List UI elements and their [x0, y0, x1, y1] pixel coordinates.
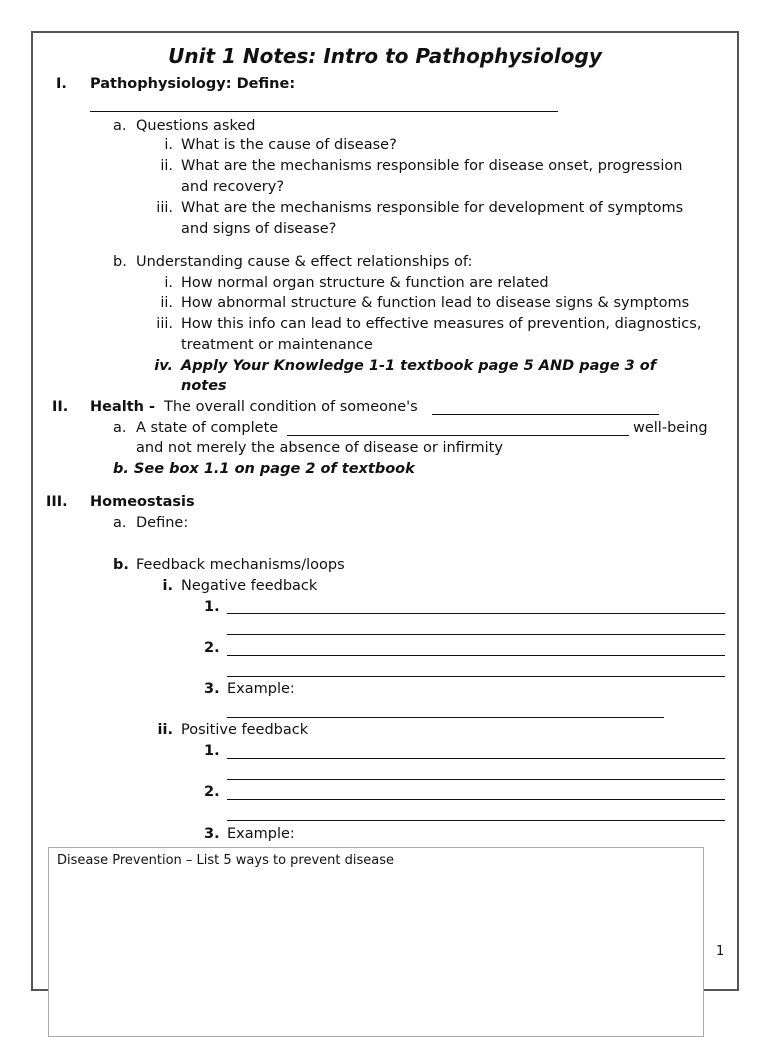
s2-a-line2: and not merely the absence of disease or infirmity: [136, 440, 503, 456]
s1-b-label: b.: [113, 254, 127, 270]
s1-a-label: a.: [113, 118, 127, 134]
s1-b-ii-text: How abnormal structure & function lead to disease signs & symptoms: [181, 295, 690, 311]
s1-a-iii-num: iii.: [156, 200, 173, 216]
neg-item-1-line[interactable]: [227, 613, 725, 614]
neg-item-1-num: 1.: [204, 599, 220, 615]
s2-a-label: a.: [113, 420, 127, 436]
wellbeing-answer-line[interactable]: [287, 435, 629, 436]
page-number: 1: [716, 944, 725, 959]
neg-item-3-num: 3.: [204, 681, 220, 697]
document-title: Unit 1 Notes: Intro to Pathophysiology: [168, 44, 602, 68]
s1-b-text: Understanding cause & effect relationships of:: [136, 254, 473, 270]
s1-a-iii-text: What are the mechanisms responsible for development of symptoms: [181, 200, 684, 216]
pos-item-1-line[interactable]: [227, 758, 725, 759]
s1-b-iii-text2: treatment or maintenance: [181, 337, 373, 353]
s1-a-i-text: What is the cause of disease?: [181, 137, 397, 153]
s1-b-i-text: How normal organ structure & function are related: [181, 275, 549, 291]
neg-item-2-line-2[interactable]: [227, 676, 725, 677]
positive-feedback-num: ii.: [157, 722, 173, 738]
s1-b-iv-text: Apply Your Knowledge 1-1 textbook page 5 AND page 3 of: [181, 358, 657, 374]
health-answer-line[interactable]: [432, 414, 659, 415]
s1-b-iii-text: How this info can lead to effective measures of prevention, diagnostics,: [181, 316, 702, 332]
s1-b-iv-num: iv.: [154, 358, 173, 374]
s1-b-iii-num: iii.: [156, 316, 173, 332]
pos-item-2-line-2[interactable]: [227, 820, 725, 821]
pos-item-2-line[interactable]: [227, 799, 725, 800]
s3-a-text: Define:: [136, 515, 189, 531]
pos-item-1-num: 1.: [204, 743, 220, 759]
s2-b-text: b. See box 1.1 on page 2 of textbook: [113, 461, 415, 477]
pos-item-2-num: 2.: [204, 784, 220, 800]
disease-prevention-label: Disease Prevention – List 5 ways to prevent disease: [57, 853, 395, 868]
section-2-number: II.: [52, 399, 69, 415]
pos-example-label: Example:: [227, 826, 295, 842]
s2-a-post: well-being: [633, 420, 708, 436]
s1-b-iv-text2: notes: [181, 378, 227, 394]
section-2-heading: Health -: [90, 399, 156, 415]
s3-a-label: a.: [113, 515, 127, 531]
define-answer-line[interactable]: [90, 111, 558, 112]
section-1-number: I.: [56, 76, 67, 92]
neg-item-1-line-2[interactable]: [227, 634, 725, 635]
s1-a-ii-text2: and recovery?: [181, 179, 285, 195]
neg-example-label: Example:: [227, 681, 295, 697]
section-3-number: III.: [46, 494, 68, 510]
s1-a-i-num: i.: [164, 137, 173, 153]
s1-b-ii-num: ii.: [160, 295, 173, 311]
s1-a-text: Questions asked: [136, 118, 256, 134]
disease-prevention-textbox[interactable]: [48, 847, 704, 1037]
negative-feedback-label: Negative feedback: [181, 578, 318, 594]
s2-a-pre: A state of complete: [136, 420, 279, 436]
health-definition-text: The overall condition of someone's: [164, 399, 418, 415]
neg-item-2-line[interactable]: [227, 655, 725, 656]
s1-b-i-num: i.: [164, 275, 173, 291]
pos-item-1-line-2[interactable]: [227, 779, 725, 780]
s1-a-ii-num: ii.: [160, 158, 173, 174]
positive-feedback-label: Positive feedback: [181, 722, 309, 738]
s3-b-label: b.: [113, 557, 129, 573]
negative-feedback-num: i.: [162, 578, 173, 594]
s1-a-ii-text: What are the mechanisms responsible for disease onset, progression: [181, 158, 683, 174]
s3-b-text: Feedback mechanisms/loops: [136, 557, 345, 573]
section-1-heading: Pathophysiology: Define:: [90, 76, 296, 92]
section-3-heading: Homeostasis: [90, 494, 195, 510]
neg-example-line[interactable]: [227, 717, 664, 718]
neg-item-2-num: 2.: [204, 640, 220, 656]
pos-item-3-num: 3.: [204, 826, 220, 842]
s1-a-iii-text2: and signs of disease?: [181, 221, 337, 237]
